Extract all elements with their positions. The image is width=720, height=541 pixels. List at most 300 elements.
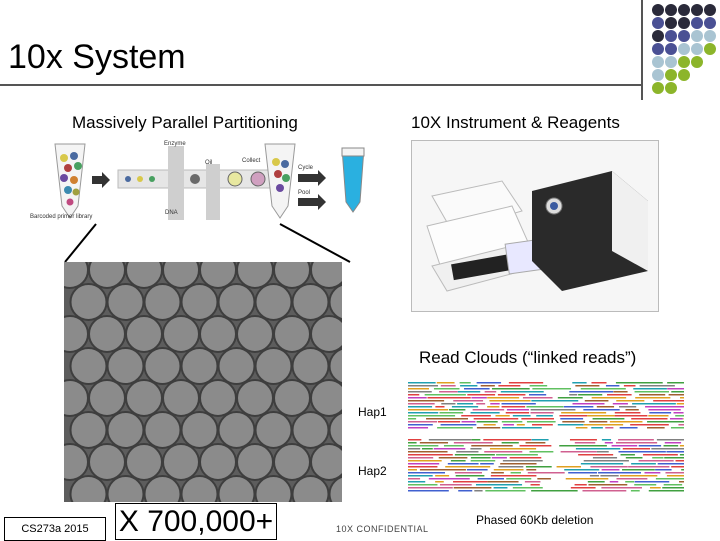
read-segment <box>658 463 684 465</box>
read-segment <box>507 409 529 411</box>
read-segment <box>458 391 480 393</box>
read-segment <box>513 487 543 489</box>
read-segment <box>605 442 613 444</box>
droplet <box>311 444 342 480</box>
read-segment <box>513 415 531 417</box>
read-segment <box>471 412 500 414</box>
read-segment <box>618 439 654 441</box>
read-segment <box>448 463 479 465</box>
read-segment <box>456 451 478 453</box>
read-segment <box>408 448 420 450</box>
read-segment <box>588 484 627 486</box>
read-segment <box>602 439 611 441</box>
decorative-dot <box>665 43 677 55</box>
read-segment <box>589 421 607 423</box>
read-segment <box>408 469 417 471</box>
read-segment <box>584 460 629 462</box>
read-segment <box>664 484 682 486</box>
read-segment <box>506 412 529 414</box>
read-segment <box>635 391 669 393</box>
read-segment <box>573 403 605 405</box>
read-segment <box>649 412 671 414</box>
hap1-label: Hap1 <box>358 405 387 419</box>
droplet <box>145 348 181 384</box>
read-segment <box>664 445 679 447</box>
decorative-dot <box>678 56 690 68</box>
droplet <box>89 380 125 416</box>
read-segment <box>526 442 546 444</box>
read-segment <box>564 469 599 471</box>
slide-title: 10x System <box>8 38 186 76</box>
library-label: Barcoded primer library <box>30 214 93 220</box>
read-segment <box>681 469 684 471</box>
read-segment <box>621 454 635 456</box>
read-segment <box>492 388 530 390</box>
read-segment <box>644 472 660 474</box>
droplet <box>256 412 292 448</box>
droplet <box>219 476 255 502</box>
read-segment <box>593 418 625 420</box>
read-segment <box>521 418 554 420</box>
decorative-dot <box>704 30 716 42</box>
droplet <box>163 380 199 416</box>
partitioning-heading: Massively Parallel Partitioning <box>72 113 298 132</box>
droplet <box>237 380 273 416</box>
droplet <box>71 284 107 320</box>
droplet <box>311 316 342 352</box>
read-segment <box>464 388 490 390</box>
read-segment <box>408 400 444 402</box>
read-segment <box>559 445 607 447</box>
read-segment <box>408 478 420 480</box>
read-segment <box>408 409 448 411</box>
droplet <box>311 380 342 416</box>
decorative-dot <box>665 17 677 29</box>
read-segment <box>429 439 472 441</box>
read-segment <box>408 439 421 441</box>
read-segment <box>635 397 670 399</box>
read-segment <box>520 445 552 447</box>
read-segment <box>615 412 641 414</box>
read-segment <box>408 382 436 384</box>
read-segment <box>530 385 548 387</box>
read-segment <box>523 397 553 399</box>
read-segment <box>527 421 556 423</box>
read-segment <box>484 424 496 426</box>
read-segment <box>481 385 495 387</box>
read-segment <box>494 469 524 471</box>
read-segment <box>607 394 632 396</box>
read-segment <box>640 385 675 387</box>
read-segment <box>467 469 488 471</box>
read-segment <box>630 424 669 426</box>
droplet <box>108 476 144 502</box>
cycle-label: Cycle <box>298 165 314 171</box>
decorative-dot <box>704 17 716 29</box>
droplet <box>163 444 199 480</box>
read-segment <box>647 421 684 423</box>
read-segment <box>664 457 684 459</box>
read-segment <box>628 466 669 468</box>
read-segment <box>501 391 544 393</box>
read-segment <box>408 460 442 462</box>
read-segment <box>435 406 444 408</box>
read-segment <box>532 388 571 390</box>
read-segment <box>434 388 460 390</box>
read-segment <box>408 487 453 489</box>
read-segment <box>669 394 684 396</box>
read-segment <box>665 472 684 474</box>
read-segment <box>502 403 536 405</box>
read-segment <box>422 448 433 450</box>
read-segment <box>576 448 620 450</box>
decorative-dot <box>665 56 677 68</box>
read-segment <box>645 406 684 408</box>
droplet <box>293 348 329 384</box>
read-segment <box>472 439 481 441</box>
read-segment <box>480 463 494 465</box>
droplet <box>200 444 236 480</box>
read-segment <box>487 406 499 408</box>
read-segment <box>600 475 618 477</box>
dna-label: DNA <box>165 210 178 216</box>
read-segment <box>496 454 538 456</box>
decorative-dot <box>652 82 664 94</box>
droplet <box>274 444 310 480</box>
read-segment <box>471 457 491 459</box>
vertical-rule <box>641 0 643 100</box>
read-segment <box>581 463 623 465</box>
decorative-dot <box>665 69 677 81</box>
droplet-count: X 700,000+ <box>118 504 274 538</box>
read-segment <box>455 472 482 474</box>
droplet <box>89 316 125 352</box>
read-segment <box>587 415 614 417</box>
partitioning-diagram <box>30 136 370 228</box>
read-segment <box>606 385 619 387</box>
course-label-box <box>4 517 106 541</box>
read-segment <box>601 487 642 489</box>
read-segment <box>485 490 525 492</box>
read-segment <box>619 406 636 408</box>
decorative-dot <box>691 30 703 42</box>
read-segment <box>631 463 656 465</box>
read-segment <box>503 460 543 462</box>
read-segment <box>674 412 684 414</box>
read-segment <box>461 415 491 417</box>
read-segment <box>536 415 553 417</box>
read-segment <box>408 397 427 399</box>
decorative-dot <box>665 82 677 94</box>
droplet <box>256 348 292 384</box>
read-segment <box>624 385 636 387</box>
read-segment <box>558 424 584 426</box>
read-segment <box>426 418 468 420</box>
read-segment <box>531 484 540 486</box>
read-segment <box>610 421 643 423</box>
read-segment <box>650 487 661 489</box>
read-segment <box>651 448 684 450</box>
read-segment <box>408 481 425 483</box>
read-segment <box>643 454 678 456</box>
read-segment <box>471 460 496 462</box>
read-segment <box>477 421 498 423</box>
read-segment <box>671 466 684 468</box>
droplet <box>274 380 310 416</box>
droplet <box>182 412 218 448</box>
read-segment <box>434 448 466 450</box>
read-segment <box>408 466 437 468</box>
read-segment <box>445 466 490 468</box>
read-segment <box>590 475 599 477</box>
read-segment <box>491 472 504 474</box>
droplet <box>293 284 329 320</box>
read-segment <box>444 445 464 447</box>
decorative-dot <box>652 30 664 42</box>
read-segment <box>408 385 438 387</box>
read-segment <box>680 454 684 456</box>
read-segment <box>633 388 667 390</box>
read-segment <box>462 421 476 423</box>
read-segment <box>648 415 668 417</box>
read-segment <box>498 385 520 387</box>
read-segment <box>474 490 482 492</box>
read-segment <box>591 382 606 384</box>
read-segment <box>671 427 684 429</box>
droplet <box>293 412 329 448</box>
read-segment <box>597 451 609 453</box>
read-segment <box>591 427 603 429</box>
read-segment <box>662 487 684 489</box>
read-segment <box>569 391 613 393</box>
read-segment <box>560 418 583 420</box>
read-segment <box>435 481 444 483</box>
decorative-dot <box>652 56 664 68</box>
droplet-micrograph <box>64 262 342 502</box>
pool-label: Pool <box>298 190 311 196</box>
droplet <box>126 316 162 352</box>
read-segment <box>639 445 661 447</box>
read-segment <box>631 490 640 492</box>
droplet <box>200 380 236 416</box>
read-segment <box>452 406 478 408</box>
read-segment <box>620 427 638 429</box>
read-segment <box>616 400 644 402</box>
read-segment <box>558 397 583 399</box>
read-segment <box>511 472 521 474</box>
read-segment <box>564 406 593 408</box>
enzyme-label: Enzyme <box>164 141 186 147</box>
read-segment <box>588 481 605 483</box>
read-segment <box>485 391 497 393</box>
read-segment <box>671 391 684 393</box>
read-segment <box>420 442 448 444</box>
read-segment <box>491 475 537 477</box>
read-segment <box>532 424 553 426</box>
read-segment <box>471 445 512 447</box>
confidential-label: 10X CONFIDENTIAL <box>336 524 429 534</box>
read-segment <box>437 427 473 429</box>
read-segment <box>635 481 670 483</box>
read-clouds-label: Read Clouds (“linked reads”) <box>419 348 637 367</box>
decorative-dot <box>691 17 703 29</box>
read-segment <box>679 481 684 483</box>
read-segment <box>455 454 495 456</box>
droplet <box>108 284 144 320</box>
read-segment <box>583 409 619 411</box>
read-segment <box>408 418 416 420</box>
read-segment <box>575 442 595 444</box>
read-segment <box>526 469 536 471</box>
read-segment <box>531 490 577 492</box>
droplet <box>108 412 144 448</box>
droplet <box>126 380 162 416</box>
read-segment <box>526 466 552 468</box>
read-segment <box>490 403 499 405</box>
droplet <box>256 284 292 320</box>
phased-deletion-label: Phased 60Kb deletion <box>476 513 594 527</box>
read-segment <box>678 424 684 426</box>
droplet <box>145 476 181 502</box>
read-segment <box>408 475 433 477</box>
droplet <box>126 444 162 480</box>
read-segment <box>618 451 665 453</box>
read-segment <box>590 466 627 468</box>
decorative-dot <box>665 30 677 42</box>
droplet <box>219 412 255 448</box>
read-segment <box>602 469 620 471</box>
droplet <box>145 284 181 320</box>
read-segment <box>429 478 470 480</box>
decorative-dot <box>704 4 716 16</box>
read-segment <box>667 475 684 477</box>
read-segment <box>503 424 514 426</box>
read-segment <box>478 478 504 480</box>
read-segment <box>441 424 477 426</box>
droplet <box>237 444 273 480</box>
droplet <box>182 284 218 320</box>
read-segment <box>610 481 618 483</box>
title-rule <box>0 84 642 86</box>
read-segment <box>439 391 458 393</box>
read-segment <box>487 397 519 399</box>
droplet <box>163 316 199 352</box>
read-segment <box>449 409 465 411</box>
read-segment <box>626 457 643 459</box>
read-segment <box>616 478 647 480</box>
read-segment <box>631 418 667 420</box>
read-segment <box>408 388 429 390</box>
read-segment <box>425 394 466 396</box>
droplet <box>71 348 107 384</box>
read-segment <box>408 427 428 429</box>
read-segment <box>440 484 472 486</box>
read-segment <box>531 409 576 411</box>
read-segment <box>457 403 473 405</box>
read-segment <box>408 472 445 474</box>
read-segment <box>408 463 439 465</box>
read-segment <box>652 457 663 459</box>
decorative-dot <box>678 17 690 29</box>
read-segment <box>593 457 617 459</box>
read-segment <box>585 400 609 402</box>
read-segment <box>467 394 495 396</box>
decorative-dot <box>652 43 664 55</box>
read-segment <box>571 487 596 489</box>
read-segment <box>453 481 487 483</box>
read-segment <box>489 400 530 402</box>
instrument-heading: 10X Instrument & Reagents <box>411 113 620 132</box>
read-segment <box>408 445 438 447</box>
read-segment <box>439 457 468 459</box>
read-segment <box>559 415 587 417</box>
read-segment <box>578 394 602 396</box>
read-segment <box>526 406 563 408</box>
hap2-label: Hap2 <box>358 464 387 478</box>
read-segment <box>613 391 627 393</box>
droplet <box>108 348 144 384</box>
read-segment <box>454 487 492 489</box>
read-segment <box>476 403 485 405</box>
droplet <box>219 348 255 384</box>
read-segment <box>490 448 536 450</box>
read-segment <box>408 394 419 396</box>
read-segment <box>437 382 455 384</box>
read-segment <box>476 484 522 486</box>
read-segment <box>498 466 523 468</box>
read-segment <box>632 403 676 405</box>
read-segment <box>408 391 432 393</box>
decorative-dot <box>665 4 677 16</box>
read-segment <box>408 415 455 417</box>
read-segment <box>581 388 626 390</box>
read-segment <box>502 427 542 429</box>
read-segment <box>598 472 641 474</box>
read-segment <box>460 385 477 387</box>
decorative-dot <box>678 4 690 16</box>
decorative-dot <box>704 43 716 55</box>
read-segment <box>667 388 684 390</box>
read-segment <box>477 382 501 384</box>
read-segment <box>451 460 466 462</box>
read-segment <box>484 451 522 453</box>
read-segment <box>454 442 493 444</box>
read-segment <box>473 409 505 411</box>
read-segment <box>676 460 684 462</box>
read-segment <box>625 409 638 411</box>
read-segment <box>477 427 500 429</box>
read-segment <box>408 457 433 459</box>
droplet <box>200 316 236 352</box>
read-segment <box>441 385 456 387</box>
read-segment <box>528 472 565 474</box>
read-segment <box>441 403 455 405</box>
decorative-dot <box>678 43 690 55</box>
course-label: CS273a 2015 <box>21 523 89 535</box>
droplet <box>293 476 329 502</box>
read-segment <box>453 400 483 402</box>
read-segment <box>613 403 628 405</box>
droplet <box>89 444 125 480</box>
read-segment <box>509 382 543 384</box>
droplet <box>71 412 107 448</box>
read-segment <box>615 415 648 417</box>
read-segment <box>408 403 435 405</box>
droplet <box>237 316 273 352</box>
decorative-dot <box>652 69 664 81</box>
read-segment <box>483 439 531 441</box>
read-segment <box>612 445 638 447</box>
